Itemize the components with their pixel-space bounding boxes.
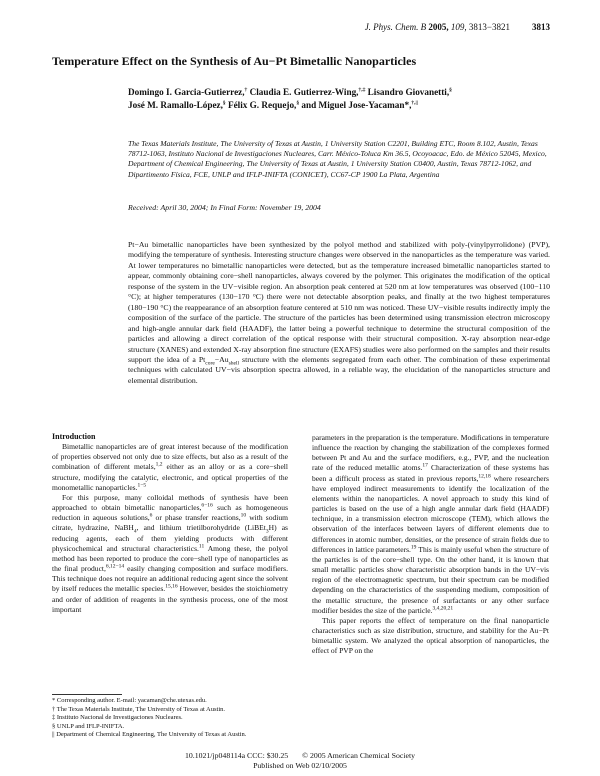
footnote-divider [52, 694, 122, 695]
published-date: Published on Web 02/10/2005 [253, 761, 347, 770]
body-text: H) as reducing agents, each of them yielding products with different physicochemical and structural characteristics. [52, 523, 288, 553]
body-text: such as homogeneous reduction in aqueous solutions, [52, 503, 288, 523]
author-mark: † [244, 86, 248, 93]
body-text: where researchers have employed indirect measurements to identify the localization of the elements within the nanoparticles. A novel approach to study this kind of particles is based on the use of a high angle annular dark field (HAADF) technique, in a transmission electron microscope (TEM), which allows the observation of the interfaces between layers of different elements due to differences in atomic number, densities, or the presence of strain fields due to differences in lattice parameters. [312, 473, 549, 554]
journal-volume: 109, [450, 22, 467, 32]
body-text: Among these, the polyol method has been reported to produce the core−shell type of nanoparticles as the final product, [52, 543, 288, 574]
footnote: * Corresponding author. E-mail: yacaman@che.utexas.edu. [52, 697, 207, 704]
citation: 10 [240, 512, 247, 519]
footnote: † The Texas Materials Institute, The University of Texas at Austin. [52, 705, 225, 713]
journal-year: 2005, [428, 22, 449, 32]
citation: 12,18 [478, 473, 491, 480]
citation: 6−16 [201, 502, 213, 509]
author-mark: †,‡ [358, 86, 366, 93]
abstract-subscript: core [205, 360, 215, 367]
citation: 17 [422, 462, 428, 469]
intro-paragraph [52, 442, 288, 493]
subscript: 4 [133, 528, 137, 535]
journal-pages: 3813−3821 [468, 22, 510, 32]
body-text: For this purpose, many colloidal methods of synthesis have been approached to obtain bimetallic nanoparticles, [52, 492, 288, 513]
author-name: José M. Ramallo-López, [128, 100, 223, 110]
body-text: either as an alloy or as a core−shell structure, modifying the catalytic, electronic, and optical properties of the monometallic nanoparticles. [52, 462, 288, 492]
citation: 1−5 [137, 482, 147, 489]
body-text: or phase transfer reactions, [152, 513, 241, 523]
footnotes [52, 697, 290, 740]
left-column [52, 432, 288, 615]
body-text: , and lithium trietilborohydride (LiBEt [136, 523, 266, 533]
copyright: © 2005 American Chemical Society [302, 751, 416, 760]
body-paragraph [312, 433, 549, 616]
body-text: This is mainly useful when the structure of the particles is of the core−shell type. On the other hand, it is known that small metallic particles show characteristic absorption bands in the UV−vis region of the electromagnetic spectrum, but their spectrum can be modified depending on the characteristics of the suspending medium, composition of the metallic structure, the presence of surfactants or any other surface modifier besides the size of the particle. [312, 544, 549, 615]
citation: 6 [149, 512, 153, 519]
body-text: parameters in the preparation is the temperature. Modifications in temperature influence the reaction by changing the stabilization of the complexes formed between Pt and Au and the surface modifiers, e.g., PVP, and the nucleation rate of the reduced metallic atoms. [312, 433, 549, 473]
running-header [52, 22, 550, 36]
citation: 15,16 [165, 583, 178, 590]
author-mark: § [222, 99, 226, 106]
abstract-text: −Au [214, 354, 229, 364]
author-name: Domingo I. Garcia-Gutierrez, [128, 87, 245, 97]
abstract-text: structure with the elements segregated from each other. The combination of these experimental techniques with calculated UV−vis absorption spectra allowed, in a reliable way, the elucidation of the nanoparticles structure and elemental distribution. [128, 354, 550, 385]
citation: 6,12−14 [105, 563, 125, 570]
body-text: with sodium citrate, hydrazine, NaBH [52, 513, 289, 533]
section-heading: Introduction [52, 432, 96, 441]
body-text: easily changing composition and surface modifiers. This technique does not require an additional reducing agent since the solvent by itself reduces the metallic species. [52, 564, 288, 594]
body-paragraph: This paper reports the effect of temperature on the final nanoparticle characteristics such as size distribution, structure, and stability for the Au−Pt bimetallic system. We analyzed the optical absorption of nanoparticles, the effect of PVP on the [312, 615, 549, 656]
abstract-text: Pt−Au bimetallic nanoparticles have been synthesized by the polyol method and stabilized with poly-(vinylpyrrolidone) (PVP), modifying the temperature of synthesis. Interesting structure changes were observed in the nanoparticles as the temperature was varied. At lower temperatures no bimetallic nanoparticles were detected, but as the temperature increased bimetallic nanoparticles started to appear, commonly obtaining core−shell nanoparticles, always covered by the polymer. This originates the modification of the optical response of the system in the UV−visible region. An absorption peak centered at 520 nm at low temperatures was observed (100−110 °C); at higher temperatures (130−170 °C) there were not detectable absorption peaks, and finally at the two highest temperatures (180−190 °C) the reappearance of an absorption feature centered at 510 nm was noticed. These UV−visible results indirectly imply the composition of the surface of the particle. The structure of the particles has been determined using transmission electron microscopy and high-angle annular dark field (HAADF), the latter being a powerful technique to determine the structural composition of the particles and allowing a direct correlation of the optical response with their structural composition. X-ray absorption near-edge structure (XANES) and extended X-ray absorption fine structure (EXAFS) studies were also performed on the samples and their results support the idea of a Pt [128, 240, 550, 364]
body-text: Characterization of these systems has been a difficult process as stated in previous reports, [312, 463, 549, 483]
footnote: || Department of Chemical Engineering, The University of Texas at Austin. [52, 731, 247, 738]
author-mark: § [296, 99, 300, 106]
footnote: ‡ Instituto Nacional de Investigaciones Nucleares. [52, 714, 183, 721]
journal-citation [365, 22, 510, 32]
journal-name: J. Phys. Chem. B [364, 22, 427, 32]
citation: 11 [198, 543, 205, 550]
doi: 10.1021/jp048114a CCC: $30.25 [184, 751, 289, 760]
received-dates: Received: April 30, 2004; In Final Form: November 19, 2004 [128, 203, 321, 212]
author-name: Lisandro Giovanetti, [367, 87, 450, 97]
publication-footer [0, 751, 600, 771]
affiliations: The Texas Materials Institute, The University of Texas at Austin, 1 University Station C2201, Building ETC, Room 8.102, Austin, Texas 78712-1063, Instituto Nacional de Investigaciones Nucleares, Carr. México-Toluca Km 36.5, Ocoyoacac, Edo. de México 52045, Mexico, Department of Chemical Engineering, The University of Texas at Austin, 1 University Station C0400, Austin, Texas 78712-1062, and Dipartimento Física, FCE, UNLP and IFLP-INIFTA (CONICET), CC67-CP 1900 La Plata, Argentina [128, 139, 547, 179]
author-name: and Miguel Jose-Yacaman*, [301, 100, 412, 110]
subscript: 3 [265, 528, 269, 535]
citation: 19 [410, 544, 417, 551]
page-number: 3813 [532, 22, 550, 32]
abstract [128, 240, 550, 386]
author-list [128, 86, 540, 112]
citation: 3,4,20,21 [432, 605, 454, 612]
author-name: Félix G. Requejo, [227, 100, 297, 110]
intro-paragraph [52, 493, 288, 615]
body-text: However, besides the stoichiometry and order of addition of reagents in the synthesis process, one of the most important [52, 584, 289, 614]
right-column [312, 433, 549, 656]
author-mark: †,|| [411, 99, 418, 106]
footnote: § UNLP and IFLP-INIFTA. [52, 722, 125, 730]
body-text: Bimetallic nanoparticles are of great interest because of the modification of properties observed not only due to size effects, but also as a result of the combination of different metals, [52, 442, 288, 472]
abstract-subscript: shell [228, 360, 239, 367]
citation: 1,2 [155, 461, 163, 468]
author-mark: § [449, 86, 452, 93]
paper-title: Temperature Effect on the Synthesis of Au−Pt Bimetallic Nanoparticles [52, 54, 417, 68]
author-name: Claudia E. Gutierrez-Wing, [249, 87, 359, 97]
